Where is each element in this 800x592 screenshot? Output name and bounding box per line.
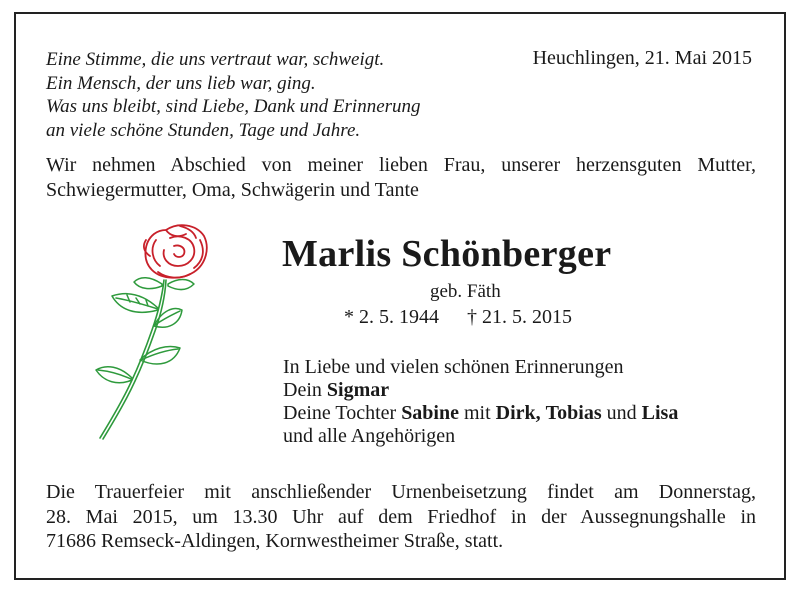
signature-line — [283, 379, 678, 402]
signature-line: In Liebe und vielen schönen Erinnerungen — [283, 356, 624, 378]
place-and-date: Heuchlingen, 21. Mai 2015 — [532, 47, 752, 69]
signature-text: und — [606, 402, 637, 424]
intro-line: Wir nehmen Abschied von meiner lieben Frau, unserer herzensguten Mutter, — [46, 154, 756, 176]
mourners-signatures — [283, 356, 678, 448]
deceased-name: Marlis Schönberger — [282, 233, 612, 275]
death-date: † 21. 5. 2015 — [467, 306, 572, 328]
ceremony-line: 71686 Remseck-Aldingen, Kornwestheimer Straße, statt. — [46, 530, 504, 552]
farewell-intro — [46, 153, 756, 203]
daughter-name: Sabine — [401, 402, 459, 424]
birth-date: * 2. 5. 1944 — [344, 306, 439, 328]
grandchild-name: Dirk, — [495, 402, 541, 424]
poem-line: an viele schöne Stunden, Tage und Jahre. — [46, 119, 361, 141]
memorial-poem — [46, 48, 421, 142]
rose-illustration — [70, 218, 250, 443]
rose-stem — [100, 280, 166, 439]
life-dates — [344, 306, 572, 329]
funeral-notice — [46, 480, 756, 554]
grandchild-name: Tobias — [545, 402, 602, 424]
poem-line: Eine Stimme, die uns vertraut war, schweigt. — [46, 49, 385, 70]
ceremony-line: 28. Mai 2015, um 13.30 Uhr auf dem Friedhof in der Aussegnungshalle in — [46, 505, 756, 528]
rose-leaves — [96, 278, 194, 383]
poem-line: Was uns bleibt, sind Liebe, Dank und Erinnerung — [46, 96, 421, 117]
grandchild-name: Lisa — [641, 402, 679, 424]
signature-line: und alle Angehörigen — [283, 425, 456, 447]
husband-name: Sigmar — [326, 379, 390, 401]
rose-petals — [144, 225, 207, 278]
signature-text: mit — [464, 402, 491, 424]
signature-line — [283, 402, 678, 425]
intro-line: Schwiegermutter, Oma, Schwägerin und Tante — [46, 179, 419, 201]
signature-text: Dein — [283, 379, 322, 401]
poem-line: Ein Mensch, der uns lieb war, ging. — [46, 72, 316, 94]
ceremony-line: Die Trauerfeier mit anschließender Urnenbeisetzung findet am Donnerstag, — [46, 481, 756, 503]
maiden-name: geb. Fäth — [430, 281, 501, 302]
signature-text: Deine Tochter — [283, 402, 397, 424]
